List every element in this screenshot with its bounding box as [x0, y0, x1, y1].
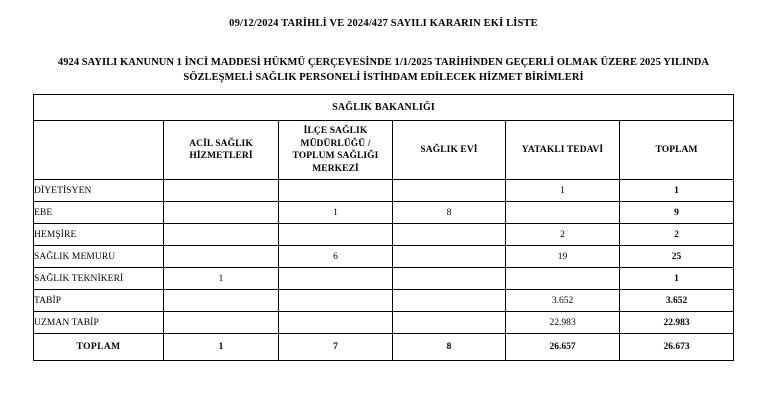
- cell-yatakli-tedavi: 19: [506, 246, 620, 268]
- row-label: SAĞLIK MEMURU: [34, 246, 164, 268]
- document-subtitle-line-2: SÖZLEŞMELİ SAĞLIK PERSONELİ İSTİHDAM EDİLECEK HİZMET BİRİMLERİ: [183, 72, 584, 83]
- table-row: [34, 290, 734, 312]
- column-header-ilce-saglik-mudurlugu-toplum-saglik-merkezi: [279, 121, 393, 180]
- cell-acil: [164, 180, 279, 202]
- cell-saglik-evi: [393, 290, 506, 312]
- total-cell-toplam: 26.673: [620, 334, 734, 361]
- table-column-header-row: [34, 121, 734, 180]
- cell-toplam: 1: [620, 268, 734, 290]
- cell-saglik-evi: [393, 246, 506, 268]
- table-total-row: [34, 334, 734, 361]
- cell-ilce: 1: [279, 202, 393, 224]
- row-label: SAĞLIK TEKNİKERİ: [34, 268, 164, 290]
- table-row: [34, 202, 734, 224]
- document-subtitle: [50, 55, 717, 85]
- cell-yatakli-tedavi: 2: [506, 224, 620, 246]
- cell-yatakli-tedavi: [506, 268, 620, 290]
- row-label: HEMŞİRE: [34, 224, 164, 246]
- cell-saglik-evi: [393, 312, 506, 334]
- cell-yatakli-tedavi: [506, 202, 620, 224]
- cell-ilce: [279, 290, 393, 312]
- cell-toplam: 2: [620, 224, 734, 246]
- total-row-label: TOPLAM: [34, 334, 164, 361]
- row-label: UZMAN TABİP: [34, 312, 164, 334]
- total-cell-acil: 1: [164, 334, 279, 361]
- cell-ilce: [279, 180, 393, 202]
- cell-acil: [164, 312, 279, 334]
- cell-saglik-evi: [393, 180, 506, 202]
- column-header-line: İLÇE SAĞLIK: [303, 126, 368, 136]
- cell-yatakli-tedavi: 3.652: [506, 290, 620, 312]
- total-cell-saglik-evi: 8: [393, 334, 506, 361]
- row-label: EBE: [34, 202, 164, 224]
- column-header-corner: [34, 121, 164, 180]
- cell-acil: [164, 202, 279, 224]
- column-header-line: MERKEZİ: [312, 163, 359, 174]
- table-head: [34, 95, 734, 180]
- column-header-line: TOPLUM SAĞLIĞI: [292, 151, 379, 161]
- cell-toplam: 1: [620, 180, 734, 202]
- personnel-table: [33, 94, 734, 361]
- table-row: [34, 268, 734, 290]
- table-row: [34, 246, 734, 268]
- column-header-saglik-evi: [393, 121, 506, 180]
- column-header-toplam: [620, 121, 734, 180]
- cell-ilce: [279, 268, 393, 290]
- column-header-line: TOPLAM: [655, 144, 698, 155]
- cell-acil: [164, 246, 279, 268]
- table-row: [34, 180, 734, 202]
- table-group-header-row: [34, 95, 734, 121]
- cell-acil: 1: [164, 268, 279, 290]
- column-header-line: MÜDÜRLÜĞÜ /: [300, 138, 371, 149]
- cell-toplam: 22.983: [620, 312, 734, 334]
- cell-toplam: 9: [620, 202, 734, 224]
- cell-toplam: 3.652: [620, 290, 734, 312]
- row-label: TABİP: [34, 290, 164, 312]
- table-body: [34, 180, 734, 361]
- row-label: DİYETİSYEN: [34, 180, 164, 202]
- cell-yatakli-tedavi: 1: [506, 180, 620, 202]
- cell-ilce: [279, 224, 393, 246]
- total-cell-yatakli-tedavi: 26.657: [506, 334, 620, 361]
- cell-saglik-evi: [393, 224, 506, 246]
- column-header-line: SAĞLIK EVİ: [420, 144, 478, 155]
- table-row: [34, 224, 734, 246]
- total-cell-ilce: 7: [279, 334, 393, 361]
- document-subtitle-line-1: 4924 SAYILI KANUNUN 1 İNCİ MADDESİ HÜKMÜ ÇERÇEVESİNDE 1/1/2025 TARİHİNDEN GEÇERLİ OLMAK ÜZERE 2025 YILINDA: [57, 57, 710, 68]
- cell-yatakli-tedavi: 22.983: [506, 312, 620, 334]
- column-header-acil-saglik-hizmetleri: [164, 121, 279, 180]
- cell-ilce: 6: [279, 246, 393, 268]
- column-header-line: ACİL SAĞLIK: [189, 138, 253, 149]
- cell-saglik-evi: 8: [393, 202, 506, 224]
- column-header-line: HİZMETLERİ: [189, 151, 253, 161]
- cell-acil: [164, 290, 279, 312]
- cell-saglik-evi: [393, 268, 506, 290]
- table-row: [34, 312, 734, 334]
- document-title: 09/12/2024 TARİHLİ VE 2024/427 SAYILI KARARIN EKİ LİSTE: [229, 18, 538, 29]
- cell-acil: [164, 224, 279, 246]
- cell-toplam: 25: [620, 246, 734, 268]
- column-header-line: YATAKLI TEDAVİ: [521, 144, 604, 155]
- column-header-yatakli-tedavi: [506, 121, 620, 180]
- table-group-header-cell: SAĞLIK BAKANLIĞI: [34, 95, 734, 121]
- cell-ilce: [279, 312, 393, 334]
